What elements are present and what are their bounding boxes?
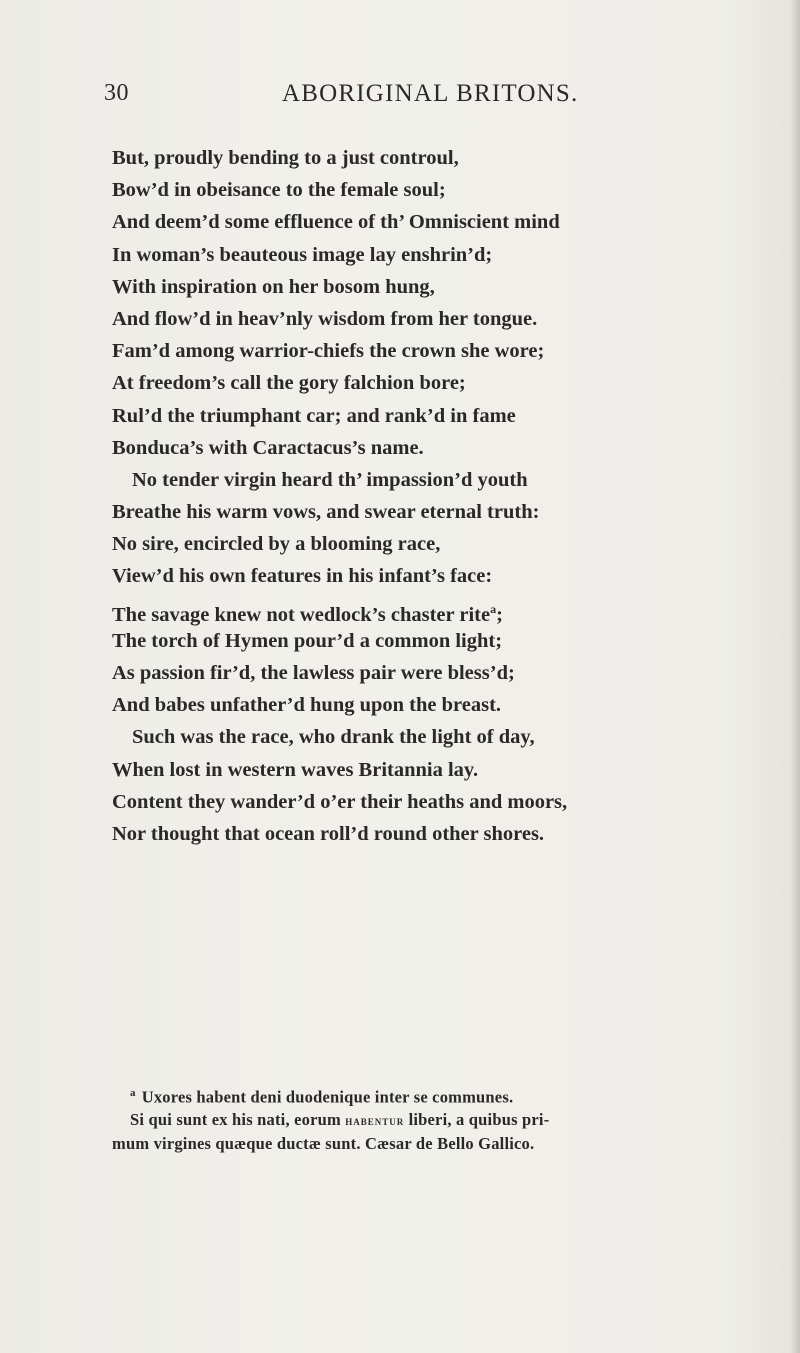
poem-line: View’d his own features in his infant’s face: xyxy=(112,565,493,588)
poem-line: But, proudly bending to a just controul, xyxy=(112,147,459,169)
poem-line: And deem’d some effluence of th’ Omniscient mind xyxy=(112,211,560,234)
poem-line: No sire, encircled by a blooming race, xyxy=(112,533,441,556)
poem-line: Bonduca’s with Caractacus’s name. xyxy=(112,436,424,459)
poem-line-with-note xyxy=(112,593,732,625)
running-title: ABORIGINAL BRITONS. xyxy=(282,80,579,107)
page-number: 30 xyxy=(104,80,129,106)
footnote-smallcaps-text: habentur xyxy=(345,1113,405,1128)
poem-line: And flow’d in heav’nly wisdom from her tongue. xyxy=(112,307,538,330)
poem-line: Breathe his warm vows, and swear eternal truth: xyxy=(112,501,540,524)
footnote-text: Si qui sunt ex his nati, eorum xyxy=(130,1110,341,1129)
footnote-reference[interactable]: a xyxy=(490,601,497,616)
poem-line: With inspiration on her bosom hung, xyxy=(112,275,435,298)
poem-line: No tender virgin heard th’ impassion’d youth xyxy=(132,468,528,491)
footnote-line: mum virgines quæque ductæ sunt. Cæsar de Bello Gallico. xyxy=(112,1133,535,1153)
page-edge-shadow xyxy=(790,0,800,1353)
poem-line: At freedom’s call the gory falchion bore; xyxy=(112,372,466,395)
poem-line: When lost in western waves Britannia lay. xyxy=(112,758,479,781)
poem-line: In woman’s beauteous image lay enshrin’d; xyxy=(112,243,493,266)
poem-line: And babes unfather’d hung upon the breast. xyxy=(112,694,502,717)
poem-line: As passion fir’d, the lawless pair were bless’d; xyxy=(112,662,515,684)
footnote-line xyxy=(112,1082,722,1109)
poem-line-text: The savage knew not wedlock’s chaster rite xyxy=(112,603,491,626)
poem-line: Fam’d among warrior-chiefs the crown she wore; xyxy=(112,340,545,363)
poem-line: Rul’d the triumphant car; and rank’d in fame xyxy=(112,404,516,427)
poem-line: Bow’d in obeisance to the female soul; xyxy=(112,179,446,202)
footnote-line xyxy=(112,1109,722,1133)
poem-text xyxy=(112,142,732,850)
footnote xyxy=(112,1082,722,1155)
footnote-mark: a xyxy=(130,1087,136,1099)
poem-line: Content they wander’d o’er their heaths and moors, xyxy=(112,790,568,813)
page-header xyxy=(0,80,800,114)
footnote-text: liberi, a quibus pri- xyxy=(408,1110,550,1129)
footnote-text: Uxores habent deni duodenique inter se communes. xyxy=(141,1087,514,1107)
poem-line: Such was the race, who drank the light of day, xyxy=(132,726,535,749)
poem-line: Nor thought that ocean roll’d round other shores. xyxy=(112,822,545,845)
line-end-punctuation: ; xyxy=(496,603,503,626)
poem-line: The torch of Hymen pour’d a common light; xyxy=(112,629,503,652)
